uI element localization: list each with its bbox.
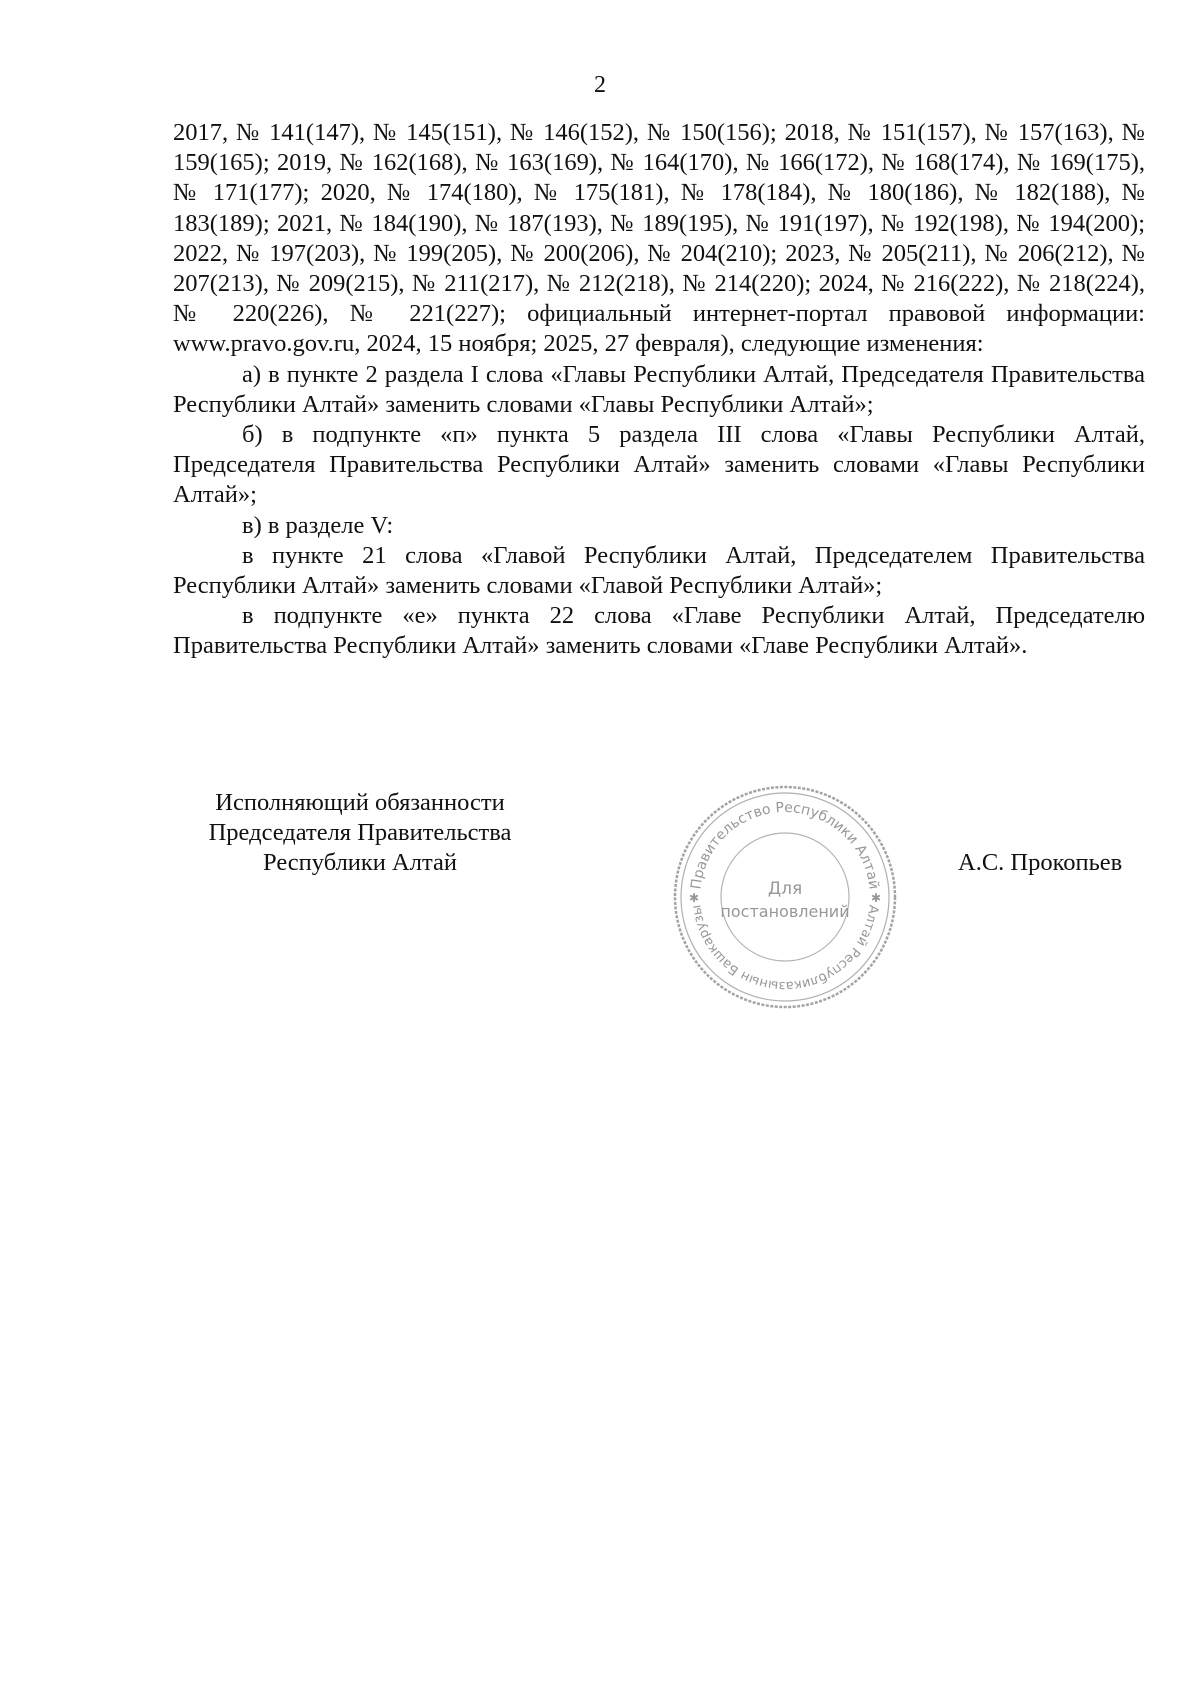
paragraph-item-a: а) в пункте 2 раздела I слова «Главы Республики Алтай, Председателя Правительства Республики Алтай» заменить словами «Главы Республики Алтай»; — [173, 360, 1145, 418]
seal-star-right: ✱ — [870, 891, 882, 905]
seal-center-text-1: Для — [767, 879, 803, 899]
signatory-position — [170, 788, 550, 878]
seal-center-text-2: постановлений — [720, 902, 850, 921]
paragraph-item-b: б) в подпункте «п» пункта 5 раздела III слова «Главы Республики Алтай, Председателя Правительства Республики Алтай» заменить словами «Главы Республики Алтай»; — [173, 421, 1145, 509]
seal-star-left: ✱ — [688, 891, 700, 905]
paragraph-point-22: в подпункте «е» пункта 22 слова «Главе Республики Алтай, Председателю Правительства Республики Алтай» заменить словами «Главе Республики Алтай». — [173, 602, 1145, 660]
paragraph-point-21: в пункте 21 слова «Главой Республики Алтай, Председателем Правительства Республики Алтай» заменить словами «Главой Республики Алтай»; — [173, 541, 1145, 600]
official-seal — [670, 782, 900, 1012]
page-number: 2 — [594, 72, 606, 98]
paragraph-sources: 2017, № 141(147), № 145(151), № 146(152), № 150(156); 2018, № 151(157), № 157(163), № 159(165); 2019, № 162(168), № 163(169), № 164(170), № 166(172), № 168(174), № 169(175), № 171(177); 2020, № 174(180), № 175(181), № 178(184), № 180(186), № 182(188), № 183(189); 2021, № 184(190), № 187(193), № 189(195), № 191(197), № 192(198), № 194(200); 2022, № 197(203), № 199(205), № 200(206), № 204(210); 2023, № 205(211), № 206(212), № 207(213), № 209(215), № 211(217), № 212(218), № 214(220); 2024, № 216(222), № 218(224), № 220(226), № 221(227); официальный интернет-портал правовой информации: www.pravo.gov.ru, 2024, 15 ноября; 2025, 27 февраля), следующие изменения: — [173, 119, 1145, 358]
seal-graphic — [670, 782, 900, 1012]
seal-outer-text-top: Правительство Республики Алтай — [688, 799, 882, 891]
signatory-position-line: Исполняющий обязанности — [215, 789, 505, 816]
seal-outer-text-bottom: Алтай Республиказынын Башкарузы — [689, 903, 881, 994]
signatory-position-line: Председателя Правительства — [208, 819, 512, 846]
signatory-name: А.С. Прокопьев — [958, 849, 1123, 876]
paragraph-item-v: в) в разделе V: — [242, 511, 394, 539]
document-body — [173, 118, 1145, 662]
signatory-position-line: Республики Алтай — [263, 849, 457, 876]
